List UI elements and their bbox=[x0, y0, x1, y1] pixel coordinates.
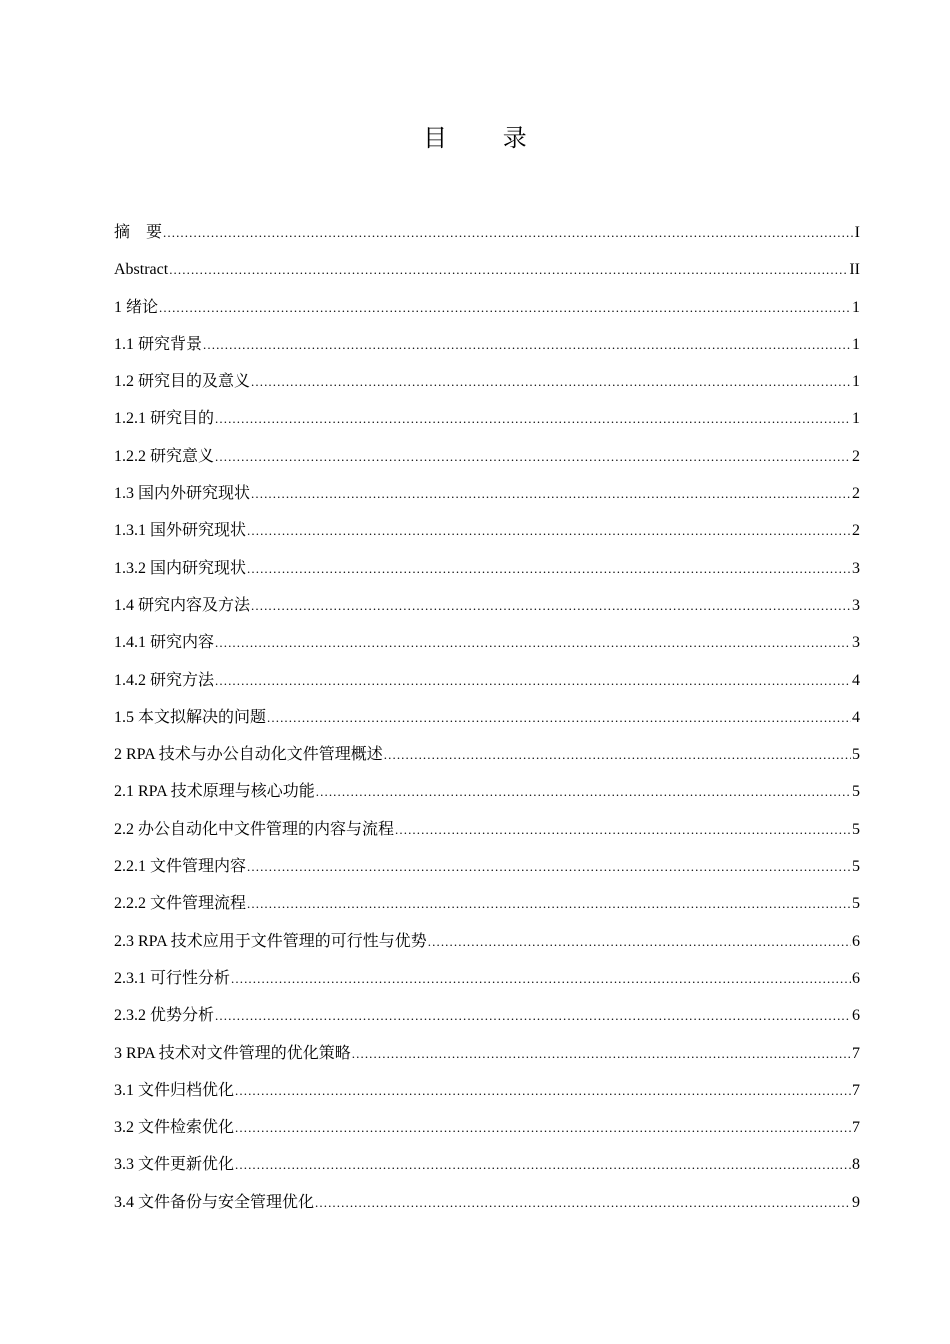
toc-dot-leader bbox=[215, 438, 851, 475]
toc-entry-label: 1 绪论 bbox=[114, 298, 159, 316]
toc-entry-label: 1.3.1 国外研究现状 bbox=[114, 522, 247, 540]
toc-entry-label: 1.2.1 研究目的 bbox=[114, 410, 215, 428]
toc-entry-page-number: 5 bbox=[852, 746, 860, 764]
toc-dot-leader bbox=[215, 662, 851, 699]
toc-dot-leader bbox=[315, 1184, 851, 1221]
toc-entry-page-number: 5 bbox=[852, 858, 860, 876]
toc-dot-leader bbox=[159, 289, 851, 326]
toc-dot-leader bbox=[247, 885, 851, 922]
toc-entry[interactable] bbox=[114, 773, 860, 810]
toc-entry[interactable] bbox=[114, 512, 860, 549]
toc-entry-label: 摘 要 bbox=[114, 224, 163, 241]
toc-entry-page-number: 7 bbox=[852, 1044, 860, 1062]
toc-dot-leader bbox=[215, 624, 851, 661]
toc-entry[interactable] bbox=[114, 699, 860, 736]
toc-entry[interactable] bbox=[114, 1035, 860, 1072]
toc-entry[interactable] bbox=[114, 400, 860, 437]
table-of-contents bbox=[114, 214, 860, 1221]
toc-entry-page-number: 1 bbox=[852, 410, 860, 428]
toc-dot-leader bbox=[163, 214, 854, 251]
toc-dot-leader bbox=[247, 550, 851, 587]
toc-entry-label: 3.3 文件更新优化 bbox=[114, 1156, 235, 1174]
toc-dot-leader bbox=[247, 512, 851, 549]
toc-dot-leader bbox=[235, 1146, 851, 1183]
toc-entry[interactable] bbox=[114, 1109, 860, 1146]
toc-entry-page-number: 2 bbox=[852, 485, 860, 503]
toc-entry[interactable] bbox=[114, 736, 860, 773]
toc-entry-label: 2.3.2 优势分析 bbox=[114, 1007, 215, 1025]
toc-entry-label: 2.2.2 文件管理流程 bbox=[114, 895, 247, 913]
toc-entry-page-number: II bbox=[849, 261, 860, 279]
toc-entry-label: 1.4.2 研究方法 bbox=[114, 671, 215, 689]
toc-dot-leader bbox=[251, 587, 851, 624]
toc-dot-leader bbox=[428, 923, 851, 960]
toc-entry[interactable] bbox=[114, 848, 860, 885]
toc-entry-label: 3.1 文件归档优化 bbox=[114, 1081, 235, 1099]
toc-dot-leader bbox=[247, 848, 851, 885]
toc-entry-page-number: 1 bbox=[852, 298, 860, 316]
page-title: 目 录 bbox=[423, 124, 551, 152]
toc-entry[interactable] bbox=[114, 587, 860, 624]
toc-entry-page-number: 4 bbox=[852, 671, 860, 689]
toc-entry-label: 3.4 文件备份与安全管理优化 bbox=[114, 1193, 315, 1211]
toc-entry[interactable] bbox=[114, 475, 860, 512]
toc-entry[interactable] bbox=[114, 1184, 860, 1221]
toc-entry[interactable] bbox=[114, 289, 860, 326]
toc-entry-label: 2.3.1 可行性分析 bbox=[114, 969, 231, 987]
toc-entry[interactable] bbox=[114, 624, 860, 661]
toc-entry-label: 2 RPA 技术与办公自动化文件管理概述 bbox=[114, 746, 383, 764]
toc-entry-page-number: 3 bbox=[852, 634, 860, 652]
toc-entry-page-number: 2 bbox=[852, 522, 860, 540]
toc-entry-page-number: 5 bbox=[852, 783, 860, 801]
toc-dot-leader bbox=[267, 699, 851, 736]
toc-entry-label: 1.1 研究背景 bbox=[114, 335, 203, 353]
toc-dot-leader bbox=[235, 1109, 851, 1146]
toc-entry[interactable] bbox=[114, 885, 860, 922]
toc-dot-leader bbox=[215, 400, 851, 437]
toc-entry-label: 2.3 RPA 技术应用于文件管理的可行性与优势 bbox=[114, 932, 427, 950]
toc-entry-label: 2.1 RPA 技术原理与核心功能 bbox=[114, 783, 315, 801]
toc-dot-leader bbox=[352, 1035, 851, 1072]
toc-entry-page-number: 6 bbox=[852, 1007, 860, 1025]
toc-entry-label: 1.2.2 研究意义 bbox=[114, 447, 215, 465]
toc-dot-leader bbox=[384, 736, 851, 773]
toc-entry[interactable] bbox=[114, 363, 860, 400]
toc-entry-label: 1.3.2 国内研究现状 bbox=[114, 559, 247, 577]
toc-dot-leader bbox=[215, 997, 851, 1034]
toc-entry-page-number: 3 bbox=[852, 596, 860, 614]
toc-entry[interactable] bbox=[114, 662, 860, 699]
toc-entry-label: 1.3 国内外研究现状 bbox=[114, 485, 251, 503]
toc-dot-leader bbox=[251, 475, 851, 512]
toc-entry[interactable] bbox=[114, 960, 860, 997]
toc-entry-label: Abstract bbox=[114, 261, 169, 279]
toc-entry-label: 1.2 研究目的及意义 bbox=[114, 373, 251, 391]
toc-entry[interactable] bbox=[114, 923, 860, 960]
toc-entry-label: 2.2 办公自动化中文件管理的内容与流程 bbox=[114, 820, 395, 838]
toc-entry[interactable] bbox=[114, 251, 860, 288]
toc-entry[interactable] bbox=[114, 811, 860, 848]
toc-entry[interactable] bbox=[114, 1072, 860, 1109]
toc-entry-page-number: 9 bbox=[852, 1193, 860, 1211]
toc-entry-page-number: 5 bbox=[852, 895, 860, 913]
toc-entry-page-number: 8 bbox=[852, 1156, 860, 1174]
toc-entry-page-number: 1 bbox=[852, 335, 860, 353]
toc-entry-page-number: 4 bbox=[852, 708, 860, 726]
toc-entry-label: 1.4 研究内容及方法 bbox=[114, 596, 251, 614]
toc-entry-label: 1.5 本文拟解决的问题 bbox=[114, 708, 267, 726]
toc-dot-leader bbox=[395, 811, 851, 848]
toc-entry[interactable] bbox=[114, 1146, 860, 1183]
toc-entry[interactable] bbox=[114, 997, 860, 1034]
toc-entry-page-number: I bbox=[854, 224, 860, 241]
toc-entry[interactable] bbox=[114, 550, 860, 587]
toc-dot-leader bbox=[251, 363, 851, 400]
toc-entry[interactable] bbox=[114, 438, 860, 475]
toc-dot-leader bbox=[231, 960, 851, 997]
toc-entry-page-number: 6 bbox=[852, 932, 860, 950]
toc-dot-leader bbox=[169, 251, 848, 288]
toc-entry-page-number: 3 bbox=[852, 559, 860, 577]
toc-entry-page-number: 1 bbox=[852, 373, 860, 391]
toc-entry[interactable] bbox=[114, 326, 860, 363]
toc-entry-label: 3 RPA 技术对文件管理的优化策略 bbox=[114, 1044, 351, 1062]
toc-dot-leader bbox=[235, 1072, 851, 1109]
toc-entry-page-number: 7 bbox=[852, 1081, 860, 1099]
toc-dot-leader bbox=[203, 326, 851, 363]
toc-entry-page-number: 7 bbox=[852, 1119, 860, 1137]
toc-entry-page-number: 6 bbox=[852, 969, 860, 987]
toc-entry-page-number: 2 bbox=[852, 447, 860, 465]
toc-entry-label: 1.4.1 研究内容 bbox=[114, 634, 215, 652]
toc-dot-leader bbox=[316, 773, 851, 810]
toc-entry-label: 2.2.1 文件管理内容 bbox=[114, 858, 247, 876]
toc-entry[interactable] bbox=[114, 214, 860, 251]
toc-entry-label: 3.2 文件检索优化 bbox=[114, 1119, 235, 1137]
toc-entry-page-number: 5 bbox=[852, 820, 860, 838]
